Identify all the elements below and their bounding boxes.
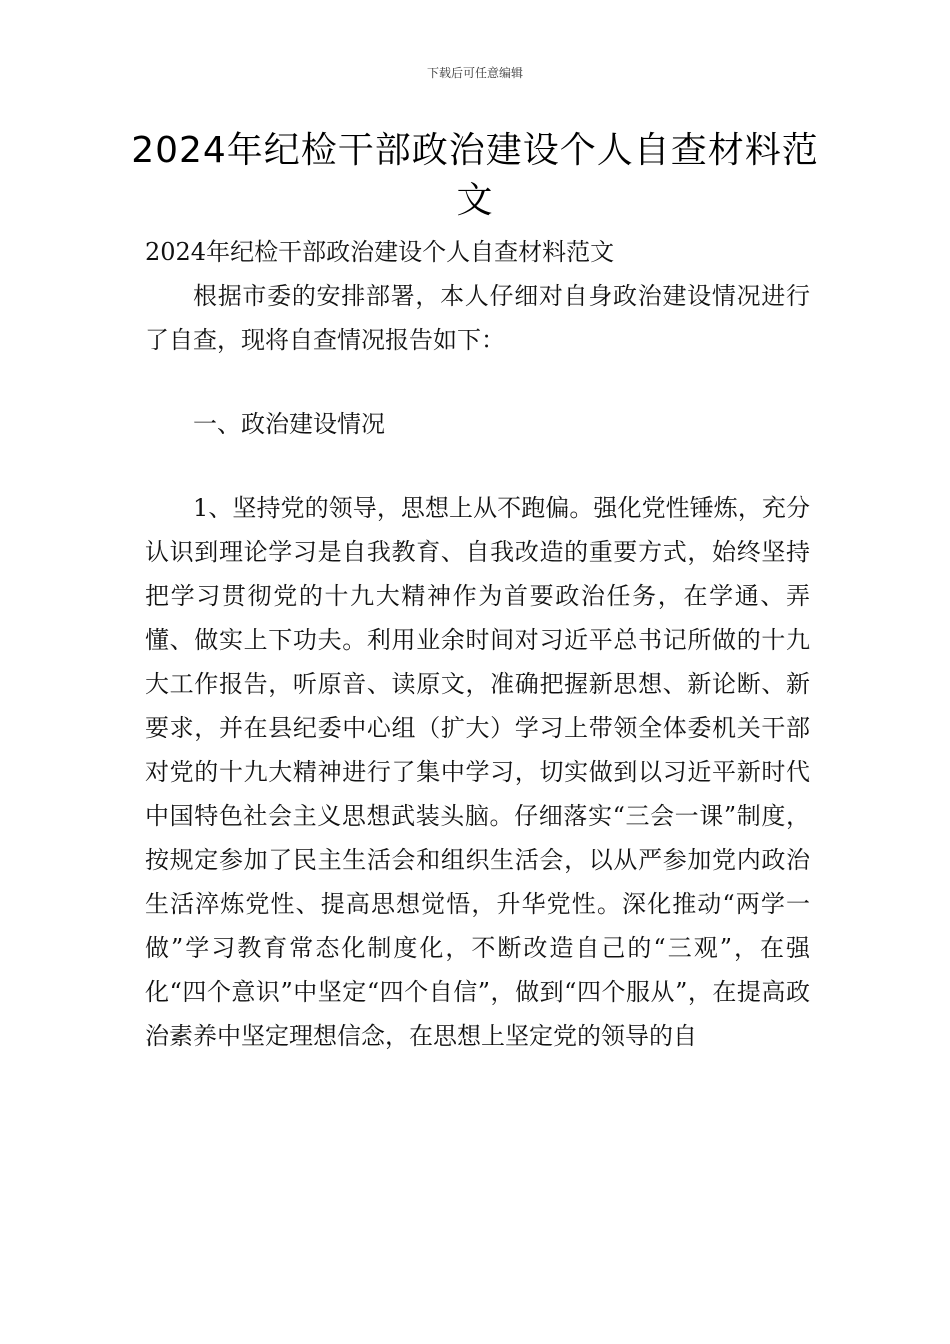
document-title: 2024年纪检干部政治建设个人自查材料范文	[131, 130, 819, 221]
document-subtitle: 2024年纪检干部政治建设个人自查材料范文	[145, 238, 615, 266]
intro-paragraph: 根据市委的安排部署，本人仔细对自身政治建设情况进行了自查，现将自查情况报告如下：	[145, 282, 810, 354]
body-paragraph: 1、坚持党的领导，思想上从不跑偏。强化党性锤炼，充分认识到理论学习是自我教育、自我改造的重要方式，始终坚持把学习贯彻党的十九大精神作为首要政治任务，在学通、弄懂、做实上下功夫。利用业余时间对习近平总书记所做的十九大工作报告，听原音、读原文，准确把握新思想、新论断、新要求，并在县纪委中心组（扩大）学习上带领全体委机关干部对党的十九大精神进行了集中学习，切实做到以习近平新时代中国特色社会主义思想武装头脑。仔细落实“三会一课”制度，按规定参加了民主生活会和组织生活会，以从严参加党内政治生活淬炼党性、提高思想觉悟，升华党性。深化推动“两学一做”学习教育常态化制度化，不断改造自己的“三观”，在强化“四个意识”中坚定“四个自信”，做到“四个服从”，在提高政治素养中坚定理想信念，在思想上坚定党的领导的自	[145, 494, 810, 1050]
section-heading: 一、政治建设情况	[193, 410, 385, 438]
document-body	[145, 230, 810, 1058]
header-note: 下载后可任意编辑	[426, 66, 523, 80]
